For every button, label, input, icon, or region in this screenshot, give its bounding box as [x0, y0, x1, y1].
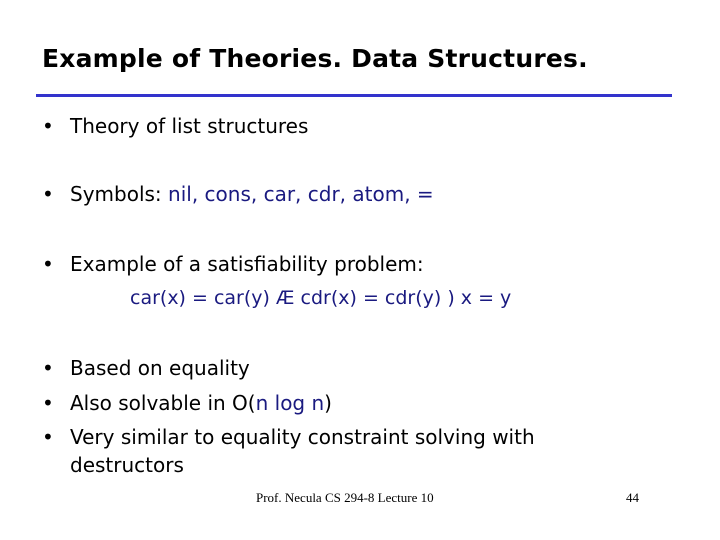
bullet-item-theory [42, 114, 308, 138]
bullet-glyph: • [42, 425, 54, 449]
footer-credit: Prof. Necula CS 294-8 Lecture 10 [256, 490, 434, 505]
bullet-text-suffix: ) [324, 391, 332, 415]
bullet-glyph: • [42, 252, 54, 276]
bullet-glyph: • [42, 391, 54, 415]
bullet-text: Theory of list structures [70, 114, 309, 138]
bullet-text: Example of a satisfiability problem: [70, 252, 424, 276]
page-number: 44 [626, 490, 639, 505]
bullet-item-example [42, 252, 424, 276]
bullet-item-similar-continued: destructors [70, 453, 184, 477]
symbols-list: nil, cons, car, cdr, atom, = [168, 182, 434, 206]
bullet-glyph: • [42, 182, 54, 206]
bullet-text: Very similar to equality constraint solving with [70, 425, 535, 449]
bullet-text: Based on equality [70, 356, 250, 380]
bullet-item-equality [42, 356, 250, 380]
bullet-glyph: • [42, 356, 54, 380]
bullet-text: Symbols: [70, 182, 169, 206]
example-formula: car(x) = car(y) Æ cdr(x) = cdr(y) ) x = y [130, 287, 512, 309]
title-divider [36, 94, 672, 97]
bullet-item-symbols [42, 182, 434, 206]
bullet-text: Also solvable in O( [70, 391, 256, 415]
bullet-item-complexity [42, 391, 332, 415]
bullet-glyph: • [42, 114, 54, 138]
slide-title: Example of Theories. Data Structures. [42, 44, 588, 73]
bullet-item-similar [42, 425, 535, 449]
complexity-expression: n log n [255, 391, 325, 415]
